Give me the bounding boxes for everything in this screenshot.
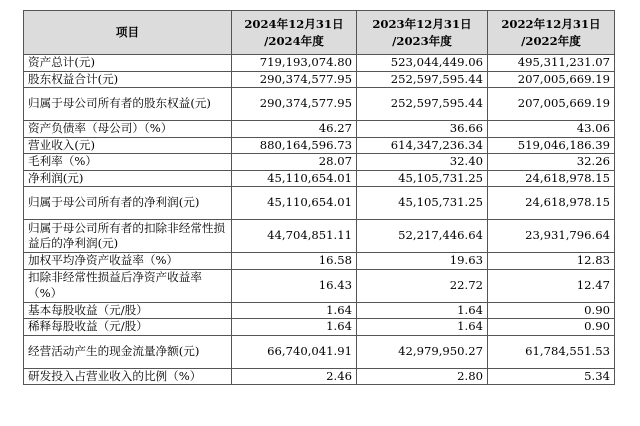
row-label: 基本每股收益（元/股） xyxy=(24,302,232,319)
table-row xyxy=(24,302,615,319)
value-2024: 2.46 xyxy=(232,368,357,385)
value-2023: 252,597,595.44 xyxy=(357,88,488,121)
header-item xyxy=(24,11,232,55)
value-2022: 43.06 xyxy=(488,121,615,138)
value-2022: 0.90 xyxy=(488,319,615,336)
table-row xyxy=(24,170,615,187)
row-label: 股东权益合计(元) xyxy=(24,71,232,88)
row-label: 稀释每股收益（元/股） xyxy=(24,319,232,336)
header-2022 xyxy=(488,11,615,55)
row-label: 归属于母公司所有者的扣除非经常性损益后的净利润(元) xyxy=(24,220,232,253)
row-label: 资产负债率（母公司）（%） xyxy=(24,121,232,138)
header-2022-year: /2022年度 xyxy=(521,33,581,48)
value-2023: 52,217,446.64 xyxy=(357,220,488,253)
value-2024: 44,704,851.11 xyxy=(232,220,357,253)
table-row xyxy=(24,335,615,368)
header-item-label: 项目 xyxy=(115,25,140,39)
row-label: 资产总计(元) xyxy=(24,55,232,72)
value-2022: 207,005,669.19 xyxy=(488,71,615,88)
header-2023 xyxy=(357,11,488,55)
table-row xyxy=(24,269,615,302)
row-label: 毛利率（%） xyxy=(24,154,232,171)
value-2023: 2.80 xyxy=(357,368,488,385)
table-row xyxy=(24,121,615,138)
value-2024: 66,740,041.91 xyxy=(232,335,357,368)
table-row xyxy=(24,253,615,270)
row-label: 加权平均净资产收益率（%） xyxy=(24,253,232,270)
row-label: 归属于母公司所有者的股东权益(元) xyxy=(24,88,232,121)
value-2023: 22.72 xyxy=(357,269,488,302)
value-2022: 12.47 xyxy=(488,269,615,302)
value-2023: 252,597,595.44 xyxy=(357,71,488,88)
financial-data-table xyxy=(23,10,615,385)
value-2023: 42,979,950.27 xyxy=(357,335,488,368)
row-label: 经营活动产生的现金流量净额(元) xyxy=(24,335,232,368)
header-2023-date: 2023年12月31日 xyxy=(372,16,472,31)
value-2023: 19.63 xyxy=(357,253,488,270)
value-2024: 1.64 xyxy=(232,302,357,319)
value-2022: 24,618,978.15 xyxy=(488,187,615,220)
row-label: 扣除非经常性损益后净资产收益率（%） xyxy=(24,269,232,302)
value-2023: 1.64 xyxy=(357,319,488,336)
value-2024: 16.58 xyxy=(232,253,357,270)
value-2023: 45,105,731.25 xyxy=(357,187,488,220)
table-row xyxy=(24,368,615,385)
value-2023: 523,044,449.06 xyxy=(357,55,488,72)
value-2023: 1.64 xyxy=(357,302,488,319)
value-2022: 24,618,978.15 xyxy=(488,170,615,187)
value-2024: 46.27 xyxy=(232,121,357,138)
value-2024: 719,193,074.80 xyxy=(232,55,357,72)
header-2024-year: /2024年度 xyxy=(264,33,324,48)
value-2024: 45,110,654.01 xyxy=(232,170,357,187)
value-2022: 23,931,796.64 xyxy=(488,220,615,253)
value-2024: 28.07 xyxy=(232,154,357,171)
value-2023: 45,105,731.25 xyxy=(357,170,488,187)
header-2022-date: 2022年12月31日 xyxy=(501,16,601,31)
table-row xyxy=(24,137,615,154)
value-2022: 12.83 xyxy=(488,253,615,270)
table-row xyxy=(24,319,615,336)
header-2024 xyxy=(232,11,357,55)
row-label: 归属于母公司所有者的净利润(元) xyxy=(24,187,232,220)
value-2024: 290,374,577.95 xyxy=(232,88,357,121)
table-row xyxy=(24,71,615,88)
row-label: 净利润(元) xyxy=(24,170,232,187)
row-label: 营业收入(元) xyxy=(24,137,232,154)
table-row xyxy=(24,220,615,253)
value-2024: 880,164,596.73 xyxy=(232,137,357,154)
value-2024: 1.64 xyxy=(232,319,357,336)
row-label: 研发投入占营业收入的比例（%） xyxy=(24,368,232,385)
value-2023: 614,347,236.34 xyxy=(357,137,488,154)
header-2024-date: 2024年12月31日 xyxy=(244,16,344,31)
table-header-row xyxy=(24,11,615,55)
value-2023: 32.40 xyxy=(357,154,488,171)
header-2023-year: /2023年度 xyxy=(392,33,452,48)
table-row xyxy=(24,55,615,72)
value-2022: 519,046,186.39 xyxy=(488,137,615,154)
value-2022: 32.26 xyxy=(488,154,615,171)
table-row xyxy=(24,154,615,171)
value-2022: 61,784,551.53 xyxy=(488,335,615,368)
value-2022: 0.90 xyxy=(488,302,615,319)
value-2024: 290,374,577.95 xyxy=(232,71,357,88)
value-2024: 45,110,654.01 xyxy=(232,187,357,220)
table-row xyxy=(24,88,615,121)
value-2022: 495,311,231.07 xyxy=(488,55,615,72)
value-2022: 207,005,669.19 xyxy=(488,88,615,121)
value-2024: 16.43 xyxy=(232,269,357,302)
value-2023: 36.66 xyxy=(357,121,488,138)
value-2022: 5.34 xyxy=(488,368,615,385)
table-row xyxy=(24,187,615,220)
